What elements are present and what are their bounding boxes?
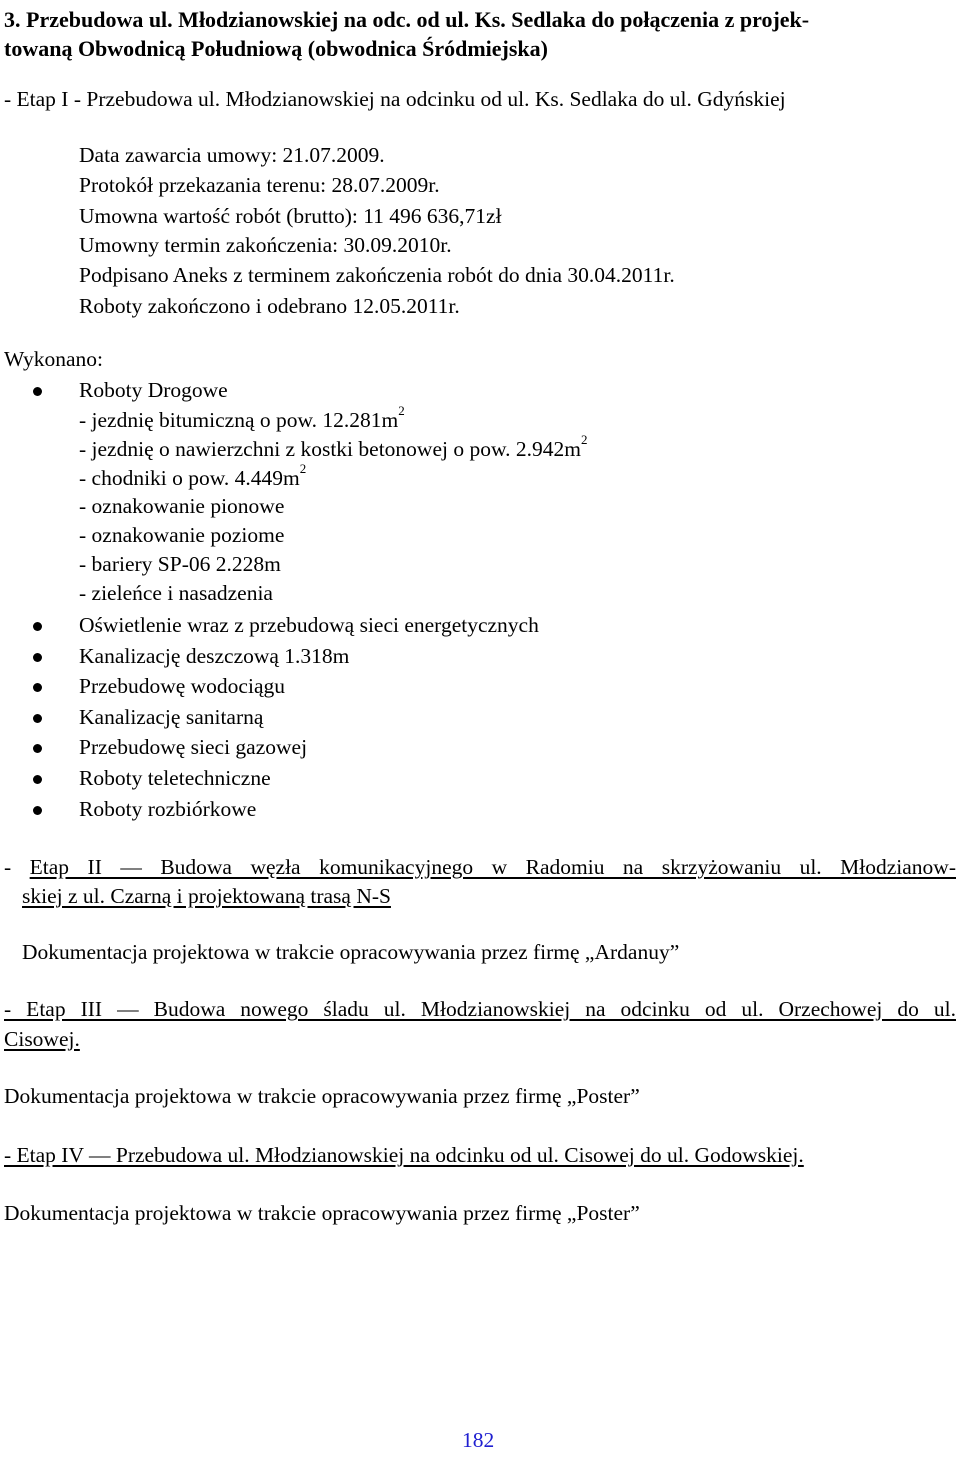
heading-line-1: 3. Przebudowa ul. Młodzianowskiej na odc. od ul. Ks. Sedlaka do połączenia z projek- (4, 7, 810, 32)
etap2-title-line-1: - Etap II — Budowa węzła komunikacyjnego w Radomiu na skrzyżowaniu ul. Młodzianow- (4, 855, 956, 879)
etap1-title: - Etap I - Przebudowa ul. Młodzianowskiej na odcinku od ul. Ks. Sedlaka do ul. Gdyńskiej (4, 87, 786, 111)
detail-line: Umowny termin zakończenia: 30.09.2010r. (79, 233, 452, 257)
drogowe-item: - oznakowanie pionowe (79, 494, 285, 518)
drogowe-item: - zieleńce i nasadzenia (79, 581, 273, 605)
bullet-item: Roboty rozbiórkowe (79, 797, 257, 821)
etap3-title-line-2: Cisowej. (4, 1027, 80, 1051)
roboty-drogowe: Roboty Drogowe (79, 378, 228, 402)
heading-line-2: towaną Obwodnicą Południową (obwodnica Śródmiejska) (4, 36, 548, 61)
bullet-item: Kanalizację sanitarną (79, 705, 264, 729)
wykonano-label: Wykonano: (4, 347, 104, 371)
bullet-dot (33, 387, 42, 396)
bullet-dot (33, 714, 42, 723)
bullet-dot (33, 653, 42, 662)
drogowe-item: - oznakowanie poziome (79, 523, 285, 547)
etap3-title-line-1: - Etap III — Budowa nowego śladu ul. Młodzianowskiej na odcinku od ul. Orzechowej do ul. (4, 997, 956, 1021)
drogowe-item: - jezdnię o nawierzchni z kostki betonowej o pow. $2.942m^2$ (79, 432, 588, 461)
detail-line: Data zawarcia umowy: 21.07.2009. (79, 143, 385, 167)
detail-line: Umowna wartość robót (brutto): 11 496 636,71zł (79, 204, 502, 228)
bullet-item: Oświetlenie wraz z przebudową sieci energetycznych (79, 613, 539, 637)
bullet-dot (33, 744, 42, 753)
bullet-dot (33, 683, 42, 692)
etap4-title: - Etap IV — Przebudowa ul. Młodzianowskiej na odcinku od ul. Cisowej do ul. Godowskiej. (4, 1143, 804, 1167)
drogowe-item: - bariery SP-06 2.228m (79, 552, 281, 576)
page-number: 182 (462, 1428, 495, 1452)
detail-line: Roboty zakończono i odebrano 12.05.2011r. (79, 294, 460, 318)
etap2-title-line-2: skiej z ul. Czarną i projektowaną trasą N-S (22, 884, 391, 908)
bullet-item: Roboty teletechniczne (79, 766, 271, 790)
bullet-item: Kanalizację deszczową 1.318m (79, 644, 350, 668)
detail-line: Podpisano Aneks z terminem zakończenia robót do dnia 30.04.2011r. (79, 263, 675, 287)
etap3-doc: Dokumentacja projektowa w trakcie opracowywania przez firmę „Poster” (4, 1084, 640, 1108)
etap2-doc: Dokumentacja projektowa w trakcie opracowywania przez firmę „Ardanuy” (22, 940, 680, 964)
drogowe-item: - jezdnię bitumiczną o pow. $12.281m^2$ (79, 403, 405, 432)
bullet-item: Przebudowę sieci gazowej (79, 735, 308, 759)
bullet-dot (33, 775, 42, 784)
drogowe-item: - chodniki o pow. $4.449m^2$ (79, 461, 307, 490)
bullet-dot (33, 622, 42, 631)
detail-line: Protokół przekazania terenu: 28.07.2009r. (79, 173, 440, 197)
bullet-dot (33, 806, 42, 815)
etap4-doc: Dokumentacja projektowa w trakcie opracowywania przez firmę „Poster” (4, 1201, 640, 1225)
bullet-item: Przebudowę wodociągu (79, 674, 285, 698)
